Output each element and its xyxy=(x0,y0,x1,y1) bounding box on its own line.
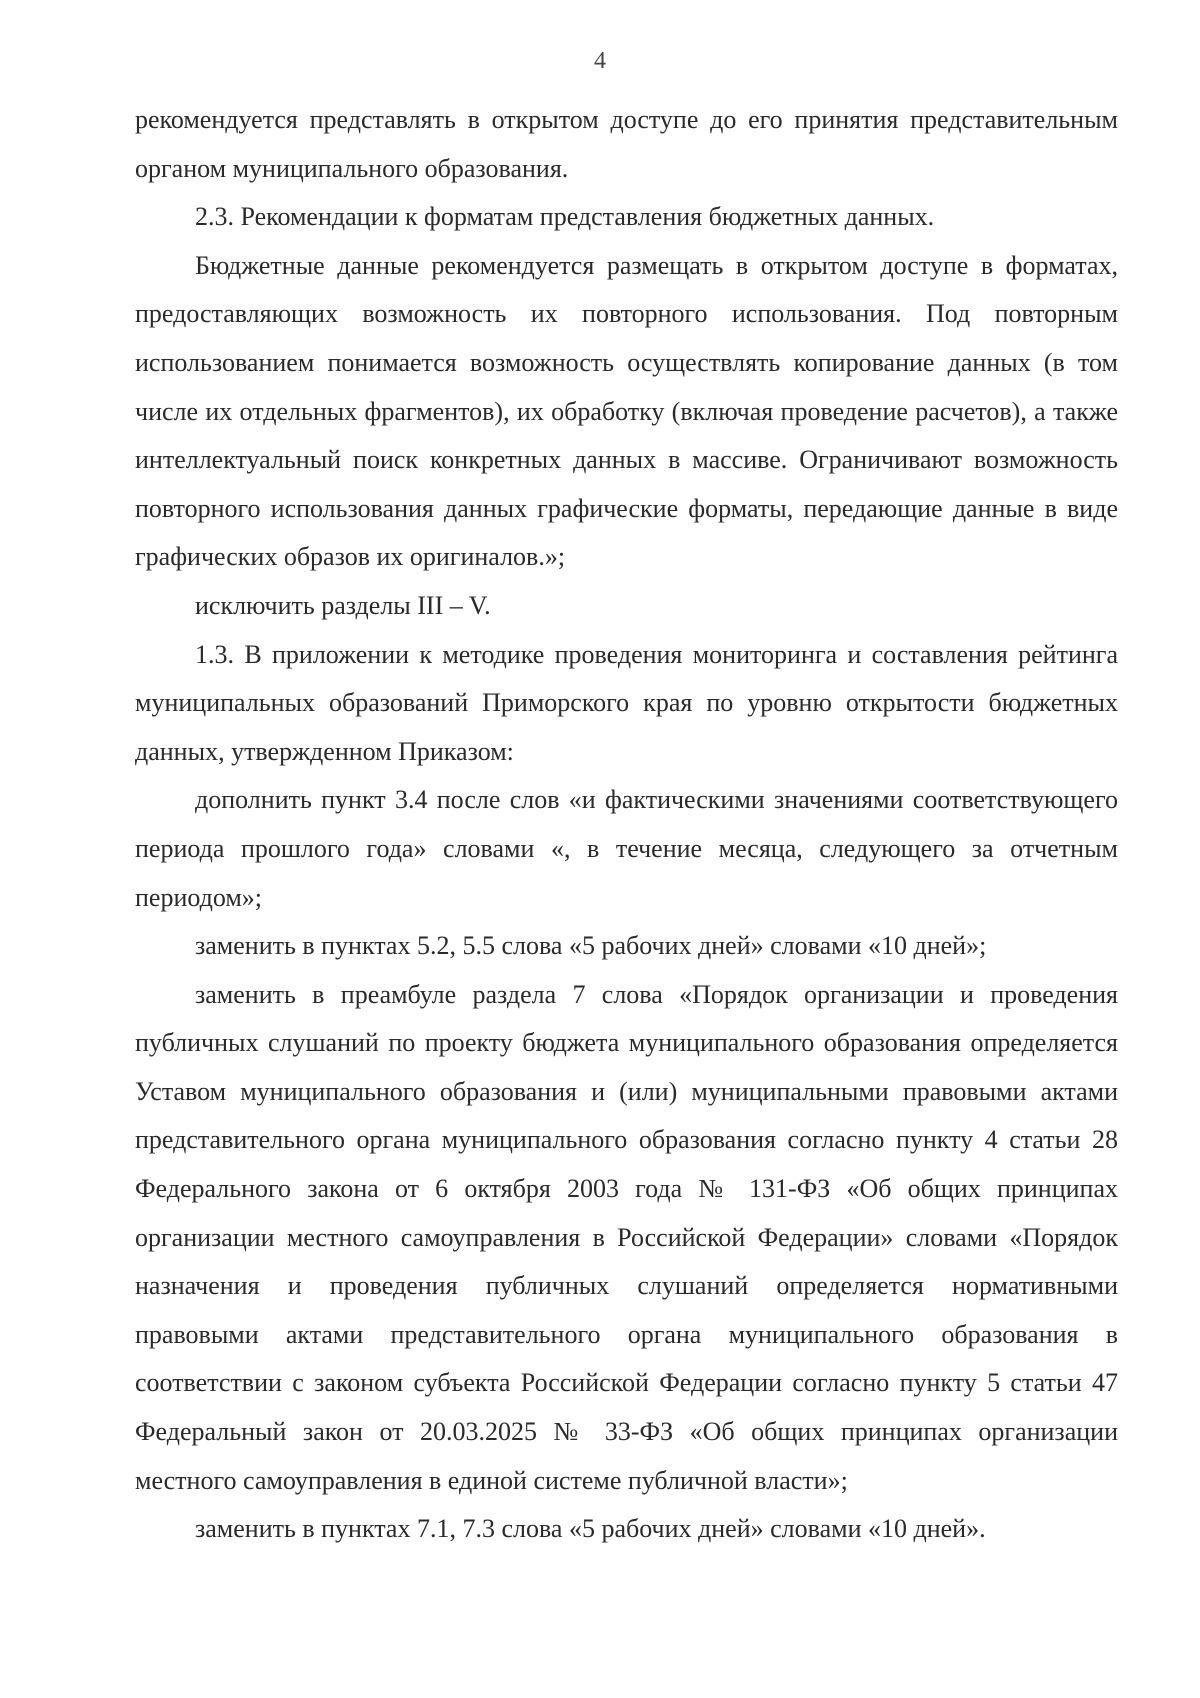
paragraph-exclude-sections: исключить разделы III – V. xyxy=(195,590,491,620)
paragraph-item-1-3: 1.3. В приложении к методике проведения мониторинга и составления рейтинга муниципальных образований Приморского края по уровню открытости бюджетных данных, утвержденном Приказом: xyxy=(135,639,1118,766)
paragraph-amend-3-4: дополнить пункт 3.4 после слов «и фактическими значениями соответствующего периода прошлого года» словами «, в течение месяца, следующего за отчетным периодом»; xyxy=(135,785,1118,912)
paragraph-continuation: рекомендуется представлять в открытом доступе до его принятия представительным органом муниципального образования. xyxy=(135,105,1118,183)
paragraph-budget-data-formats: Бюджетные данные рекомендуется размещать в открытом доступе в форматах, предоставляющих возможность их повторного использования. Под повторным использованием понимается возможность осуществлять копирование данных (в том числе их отдельных фрагментов), их обработку (включая проведение расчетов), а также интеллектуальный поиск конкретных данных в массиве. Ограничивают возможность повторного использования данных графические форматы, передающие данные в виде графических образов их оригиналов.»; xyxy=(135,250,1118,572)
paragraph-replace-5-2-5-5: заменить в пунктах 5.2, 5.5 слова «5 рабочих дней» словами «10 дней»; xyxy=(195,931,987,961)
page-number: 4 xyxy=(594,48,606,74)
paragraph-replace-7-1-7-3: заменить в пунктах 7.1, 7.3 слова «5 рабочих дней» словами «10 дней». xyxy=(195,1514,986,1544)
paragraph-replace-preamble-section-7: заменить в преамбуле раздела 7 слова «Порядок организации и проведения публичных слушаний по проекту бюджета муниципального образования определяется Уставом муниципального образования и (или) муниципальными правовыми актами представительного органа муниципального образования согласно пункту 4 статьи 28 Федерального закона от 6 октября 2003 года № 131-ФЗ «Об общих принципах организации местного самоуправления в Российской Федерации» словами «Порядок назначения и проведения публичных слушаний определяется нормативными правовыми актами представительного органа муниципального образования в соответствии с законом субъекта Российской Федерации согласно пункту 5 статьи 47 Федеральный закон от 20.03.2025 № 33-ФЗ «Об общих принципах организации местного самоуправления в единой системе публичной власти»; xyxy=(135,979,1118,1495)
paragraph-section-2-3-heading: 2.3. Рекомендации к форматам представления бюджетных данных. xyxy=(195,202,935,232)
document-body xyxy=(135,96,1118,1554)
